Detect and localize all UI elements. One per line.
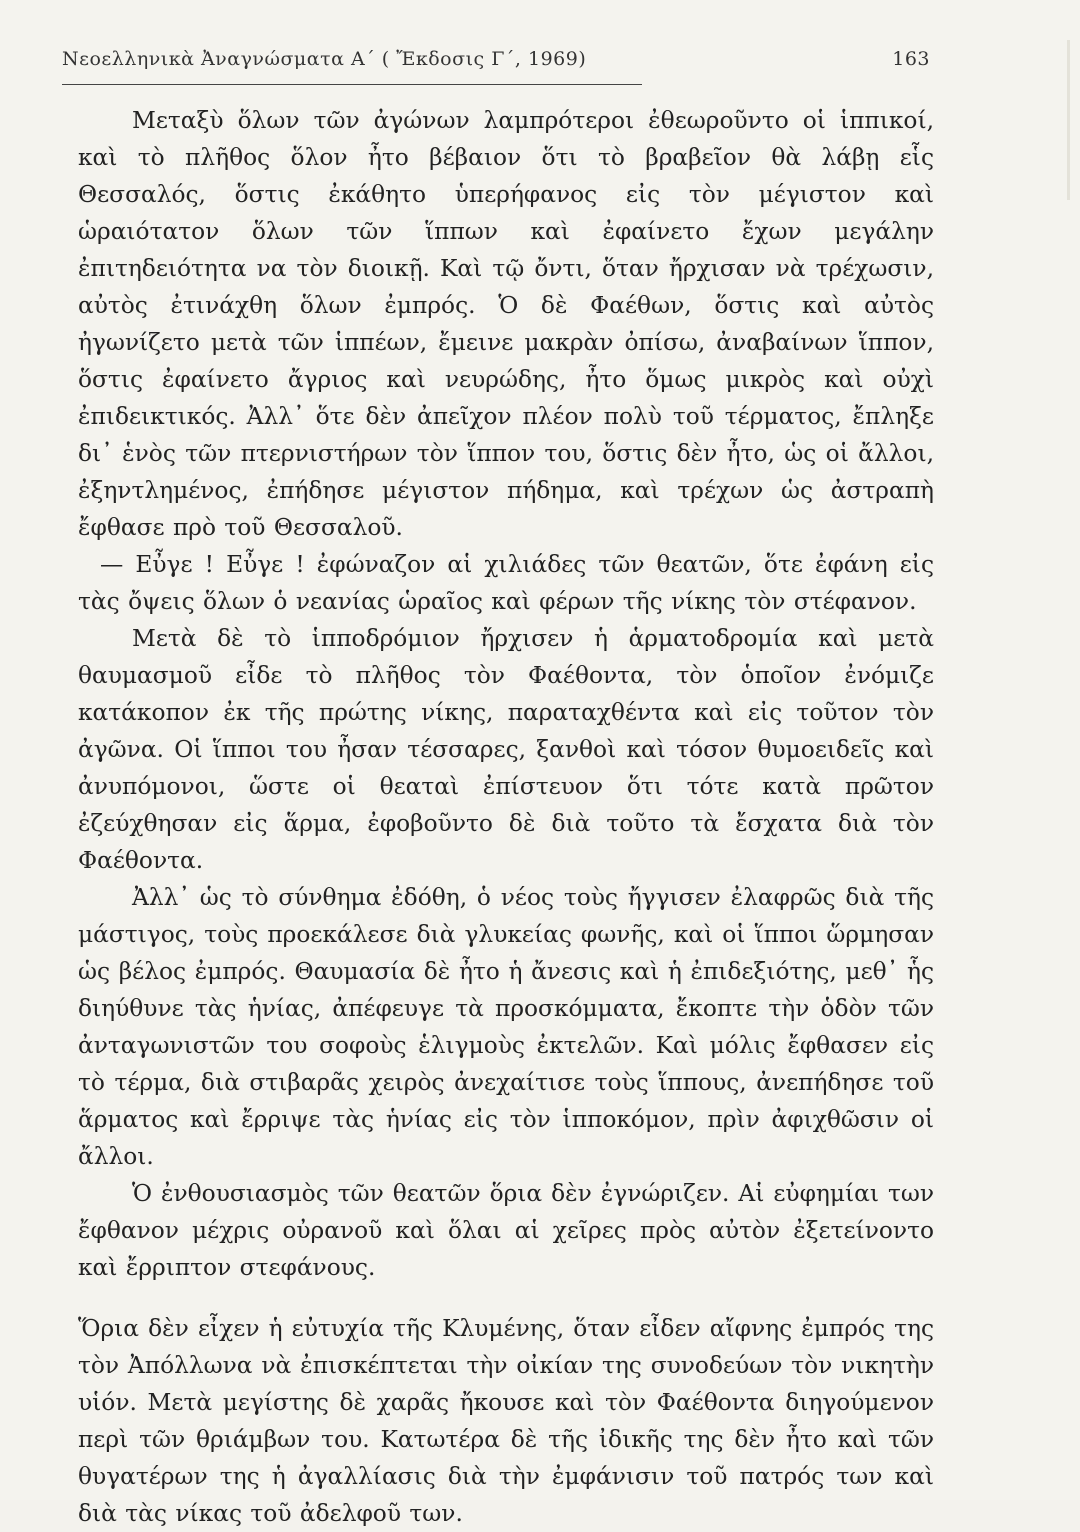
body-text <box>78 102 934 1532</box>
paragraph-race-horses: Μεταξὺ ὅλων τῶν ἀγώνων λαμπρότεροι ἐθεωροῦντο οἱ ἱππικοί, καὶ τὸ πλῆθος ὅλον ἦτο βέβαιον ὅτι τὸ βραβεῖον θὰ λάβῃ εἷς Θεσσαλός, ὅστις ἐκάθητο ὑπερήφανος εἰς τὸν μέγιστον καὶ ὡραιότατον ὅλων τῶν ἵππων καὶ ἐφαίνετο ἔχων μεγάλην ἐπιτηδειότητα να τὸν διοικῇ. Καὶ τῷ ὄντι, ὅταν ἤρχισαν νὰ τρέχωσιν, αὐτὸς ἐτινάχθη ὅλων ἐμπρός. Ὁ δὲ Φαέθων, ὅστις καὶ αὐτὸς ἠγωνίζετο μετὰ τῶν ἱππέων, ἔμεινε μακρὰν ὀπίσω, ἀναβαίνων ἵππον, ὅστις ἐφαίνετο ἄγριος καὶ νευρώδης, ἦτο ὅμως μικρὸς καὶ οὐχὶ ἐπιδεικτικός. Ἀλλ᾽ ὅτε δὲν ἀπεῖχον πλέον πολὺ τοῦ τέρματος, ἔπληξε δι᾽ ἑνὸς τῶν πτερνιστήρων τὸν ἵππον του, ὅστις δὲν ἦτο, ὡς οἱ ἄλλοι, ἐξηντλημένος, ἐπήδησε μέγιστον πήδημα, καὶ τρέχων ὡς ἀστραπὴ ἔφθασε πρὸ τοῦ Θεσσαλοῦ. <box>78 107 934 541</box>
paragraph-crowd-cheer: — Εὖγε ! Εὖγε ! ἐφώναζον αἱ χιλιάδες τῶν θεατῶν, ὅτε ἐφάνη εἰς τὰς ὄψεις ὅλων ὁ νεανίας ὡραῖος καὶ φέρων τῆς νίκης τὸν στέφανον. <box>78 551 934 615</box>
header-rule <box>62 84 642 85</box>
paragraph-chariot-victory: Ἀλλ᾽ ὡς τὸ σύνθημα ἐδόθη, ὁ νέος τοὺς ἤγγισεν ἐλαφρῶς διὰ τῆς μάστιγος, τοὺς προεκάλεσε διὰ γλυκείας φωνῆς, καὶ οἱ ἵπποι ὥρμησαν ὡς βέλος ἐμπρός. Θαυμασία δὲ ἦτο ἡ ἄνεσις καὶ ἡ ἐπιδεξιότης, μεθ᾽ ἧς διηύθυνε τὰς ἡνίας, ἀπέφευγε τὰ προσκόμματα, ἔκοπτε τὴν ὁδὸν τῶν ἀνταγωνιστῶν του σοφοὺς ἑλιγμοὺς ἐκτελῶν. Καὶ μόλις ἔφθασεν εἰς τὸ τέρμα, διὰ στιβαρᾶς χειρὸς ἀνεχαίτισε τοὺς ἵππους, ἀνεπήδησε τοῦ ἅρματος καὶ ἔρριψε τὰς ἡνίας εἰς τὸν ἱπποκόμον, πρὶν ἀφιχθῶσιν οἱ ἄλλοι. <box>78 884 934 1170</box>
paragraph-klymene-joy: Ὅρια δὲν εἶχεν ἡ εὐτυχία τῆς Κλυμένης, ὅταν εἶδεν αἴφνης ἐμπρός της τὸν Ἀπόλλωνα νὰ ἐπισκέπτεται τὴν οἰκίαν της συνοδεύων τὸν νικητὴν υἱόν. Μετὰ μεγίστης δὲ χαρᾶς ἤκουσε καὶ τὸν Φαέθοντα διηγούμενον περὶ τῶν θριάμβων του. Κατωτέρα δὲ τῆς ἰδικῆς της δὲν ἦτο καὶ τῶν θυγατέρων της ἡ ἀγαλλίασις διὰ τὴν ἐμφάνισιν τοῦ πατρός των καὶ διὰ τὰς νίκας τοῦ ἀδελφοῦ των. <box>78 1315 934 1527</box>
book-title: Νεοελληνικὰ Ἀναγνώσματα Α´ ( Ἔκδοσις Γ´, 1969) <box>62 48 587 70</box>
paragraph-chariot-race: Μετὰ δὲ τὸ ἱπποδρόμιον ἤρχισεν ἡ ἁρματοδρομία καὶ μετὰ θαυμασμοῦ εἶδε τὸ πλῆθος τὸν Φαέθοντα, τὸν ὁποῖον ἐνόμιζε κατάκοπον ἐκ τῆς πρώτης νίκης, παραταχθέντα καὶ εἰς τοῦτον τὸν ἀγῶνα. Οἱ ἵπποι του ἦσαν τέσσαρες, ξανθοὶ καὶ τόσον θυμοειδεῖς καὶ ἀνυπόμονοι, ὥστε οἱ θεαταὶ ἐπίστευον ὅτι τότε κατὰ πρῶτον ἐζεύχθησαν εἰς ἅρμα, ἐφοβοῦντο δὲ διὰ τοῦτο τὰ ἔσχατα διὰ τὸν Φαέθοντα. <box>78 625 934 874</box>
page-edge-shadow <box>1067 40 1070 200</box>
page-number: 163 <box>892 48 930 70</box>
running-header <box>62 48 930 76</box>
paragraph-enthusiasm: Ὁ ἐνθουσιασμὸς τῶν θεατῶν ὅρια δὲν ἐγνώριζεν. Αἱ εὐφημίαι των ἔφθανον μέχρις οὐρανοῦ καὶ ὅλαι αἱ χεῖρες πρὸς αὐτὸν ἐξετείνοντο καὶ ἔρριπτον στεφάνους. <box>78 1180 934 1281</box>
